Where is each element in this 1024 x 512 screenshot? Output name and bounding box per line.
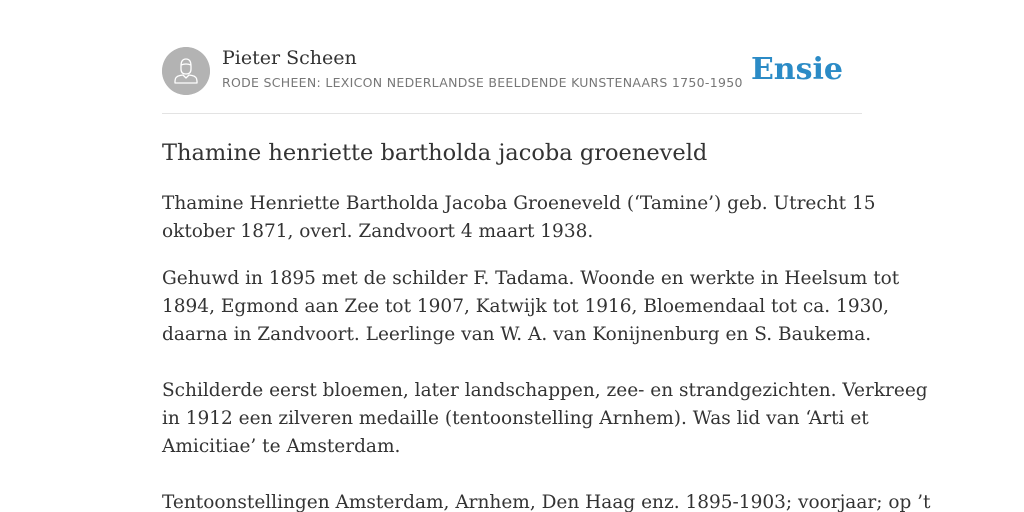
article-title: Thamine henriette bartholda jacoba groeneveld [162, 140, 708, 166]
text-line: Schilderde eerst bloemen, later landschappen, zee- en strandgezichten. Verkreeg [162, 380, 928, 401]
paragraph-work [162, 377, 928, 461]
text-line: Gehuwd in 1895 met de schilder F. Tadama. Woonde en werkte in Heelsum tot [162, 268, 900, 289]
text-line: in 1912 een zilveren medaille (tentoonstelling Arnhem). Was lid van ‘Arti et [162, 408, 869, 429]
text-line: 1894, Egmond aan Zee tot 1907, Katwijk tot 1916, Bloemendaal tot ca. 1930, [162, 296, 890, 317]
author-name-link[interactable]: Pieter Scheen [222, 47, 357, 69]
user-avatar-icon [162, 47, 210, 95]
text-line: oktober 1871, overl. Zandvoort 4 maart 1938. [162, 221, 594, 242]
header-divider [162, 113, 862, 114]
text-line: daarna in Zandvoort. Leerlinge van W. A. van Konijnenburg en S. Baukema. [162, 324, 872, 345]
paragraph-birth-death [162, 190, 876, 246]
text-line: Thamine Henriette Bartholda Jacoba Groeneveld (‘Tamine’) geb. Utrecht 15 [162, 193, 876, 214]
paragraph-residence [162, 265, 900, 349]
article-body [162, 190, 931, 512]
text-line: Amicitiae’ te Amsterdam. [162, 436, 401, 457]
source-lexicon-link[interactable]: RODE SCHEEN: LEXICON NEDERLANDSE BEELDENDE KUNSTENAARS 1750-1950 [222, 75, 743, 90]
ensie-logo[interactable]: Ensie [750, 52, 843, 87]
text-line: Tentoonstellingen Amsterdam, Arnhem, Den Haag enz. 1895-1903; voorjaar; op ’t [162, 492, 931, 512]
paragraph-exhibitions [162, 489, 931, 512]
author-header [162, 46, 862, 96]
